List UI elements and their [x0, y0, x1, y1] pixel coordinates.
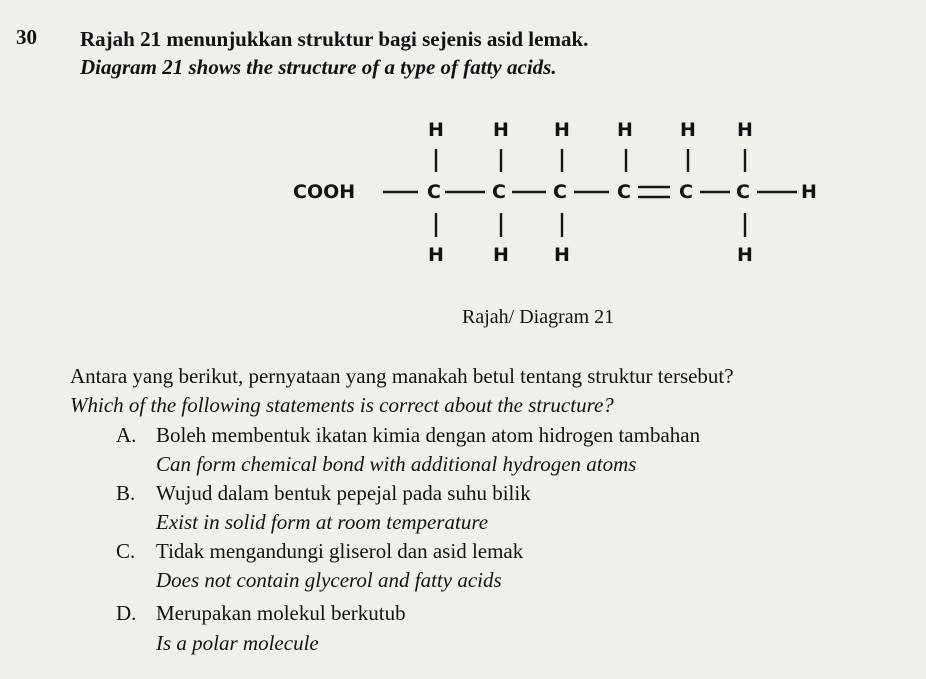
- carbon-atom-6: C: [736, 181, 750, 203]
- carbon-atom-1: C: [427, 181, 441, 203]
- carbon-atom-2: C: [492, 181, 506, 203]
- top-hydrogen-6: H: [737, 119, 753, 141]
- diagram-caption: Rajah/ Diagram 21: [462, 306, 615, 328]
- carbon-atom-5: C: [679, 181, 693, 203]
- option-b-english: Exist in solid form at room temperature: [156, 510, 489, 534]
- terminal-hydrogen: H: [801, 181, 817, 203]
- carbon-atom-4: C: [617, 181, 631, 203]
- top-hydrogen-1: H: [428, 119, 444, 141]
- option-c-malay: Tidak mengandungi gliserol dan asid lemak: [156, 539, 524, 563]
- option-d-malay: Merupakan molekul berkutub: [156, 601, 406, 625]
- option-c-english: Does not contain glycerol and fatty acids: [156, 568, 502, 592]
- option-b-malay: Wujud dalam bentuk pepejal pada suhu bilik: [156, 481, 531, 505]
- option-b-letter: B.: [116, 481, 136, 505]
- option-d-english: Is a polar molecule: [156, 631, 319, 655]
- prompt-english: Which of the following statements is correct about the structure?: [70, 393, 614, 417]
- top-hydrogen-5: H: [680, 119, 696, 141]
- option-a-malay: Boleh membentuk ikatan kimia dengan atom hidrogen tambahan: [156, 423, 701, 447]
- option-d-letter: D.: [116, 601, 137, 625]
- bottom-hydrogen-3: H: [554, 244, 570, 266]
- question-stem-english: Diagram 21 shows the structure of a type of fatty acids.: [80, 55, 557, 79]
- option-c-letter: C.: [116, 539, 136, 563]
- cooh-group-label: COOH: [293, 181, 356, 203]
- bottom-hydrogen-2: H: [493, 244, 509, 266]
- option-a-letter: A.: [116, 423, 137, 447]
- question-stem-malay: Rajah 21 menunjukkan struktur bagi sejenis asid lemak.: [80, 27, 589, 51]
- bottom-hydrogen-4: H: [737, 244, 753, 266]
- top-hydrogen-3: H: [554, 119, 570, 141]
- carbon-atom-3: C: [553, 181, 567, 203]
- bottom-hydrogen-1: H: [428, 244, 444, 266]
- top-hydrogen-4: H: [617, 119, 633, 141]
- prompt-malay: Antara yang berikut, pernyataan yang manakah betul tentang struktur tersebut?: [70, 364, 734, 388]
- question-number: 30: [16, 25, 37, 49]
- option-a-english: Can form chemical bond with additional hydrogen atoms: [156, 452, 637, 476]
- top-hydrogen-2: H: [493, 119, 509, 141]
